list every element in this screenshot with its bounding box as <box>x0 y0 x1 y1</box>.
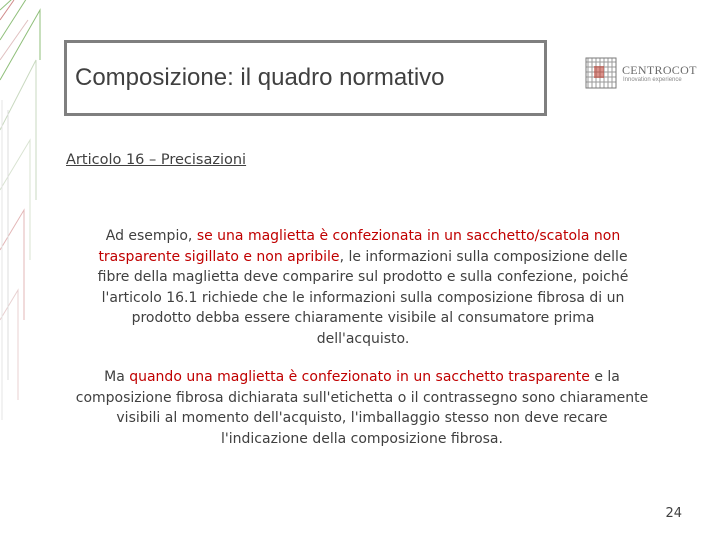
logo-tagline: Innovation experience <box>623 77 682 83</box>
centrocot-logo-icon <box>584 56 618 90</box>
paragraph-example <box>90 226 636 349</box>
paragraph-text: e la composizione fibrosa dichiarata sull'etichetta o il contrassegno sono chiaramente visibili al momento dell'acquisto, l'imballaggio stesso non deve recare l'indicazione della composizione fibrosa. <box>75 369 649 447</box>
paragraph-transparent-case <box>74 367 650 449</box>
paragraph-text: , le informazioni sulla composizione delle fibre della maglietta deve comparire sul prodotto e sulla confezione, poiché l'articolo 16.1 richiede che le informazioni sulla composizione fibrosa di un prodotto debba essere chiaramente visibile al consumatore prima dell'acquisto. <box>97 248 629 347</box>
slide-title: Composizione: il quadro normativo <box>75 64 445 91</box>
highlighted-text: quando una maglietta è confezionato in un sacchetto trasparente <box>129 369 590 385</box>
highlighted-text: se una maglietta è confezionata in un sacchetto/scatola non trasparente sigillato e non apribile <box>98 228 621 265</box>
page-number: 24 <box>665 506 682 521</box>
decorative-corner-lines <box>0 0 60 540</box>
paragraph-text: Ad esempio, <box>105 228 197 244</box>
title-box <box>64 40 547 116</box>
centrocot-logo <box>584 54 697 94</box>
section-subheading: Articolo 16 – Precisazioni <box>66 152 247 168</box>
logo-name: CENTROCOT <box>622 63 697 77</box>
paragraph-text: Ma <box>104 369 130 385</box>
